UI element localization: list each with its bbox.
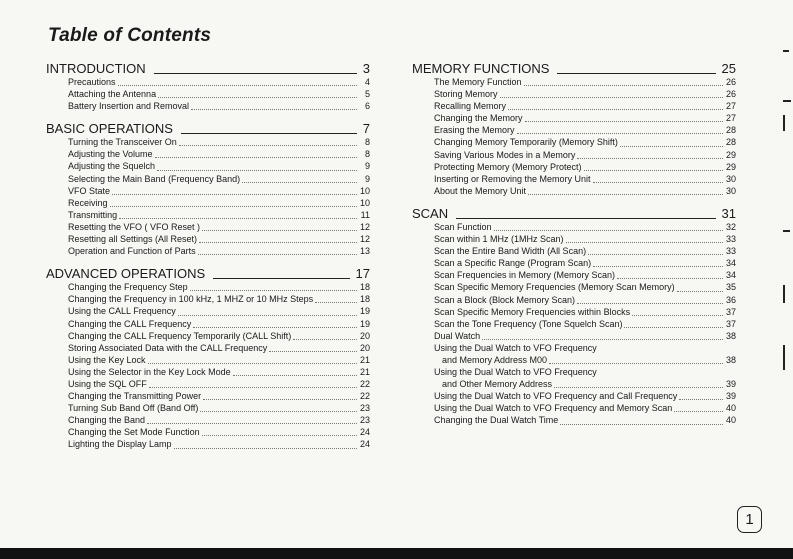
entry-title: Using the Selector in the Key Lock Mode [68,366,231,377]
dot-leader [242,181,357,183]
toc-entry [46,173,370,185]
dot-leader [118,84,357,86]
dot-leader [202,434,357,436]
entry-page-number: 9 [364,161,370,172]
entry-title: Dual Watch [434,330,481,341]
dot-leader [110,205,357,207]
section-title: ADVANCED OPERATIONS [46,266,206,282]
entry-title: Saving Various Modes in a Memory [434,149,576,160]
entry-title: Changing the Frequency Step [68,282,188,293]
toc-entry [412,378,736,390]
toc-entry [412,124,736,136]
toc-entry [412,257,736,269]
dot-leader [193,326,357,328]
toc-entry [412,318,736,330]
entry-page-number: 18 [359,294,370,305]
toc-entry [412,366,736,378]
dot-leader [500,96,723,98]
entry-page-number: 32 [725,221,736,232]
edge-mark [783,50,789,52]
dot-leader [119,217,357,219]
toc-section [412,203,736,427]
edge-mark [783,230,790,232]
entry-title: Scan Frequencies in Memory (Memory Scan) [434,270,616,281]
dot-leader [549,362,723,364]
toc-entry [412,390,736,402]
dot-leader [203,398,357,400]
toc-entry [46,100,370,112]
entry-page-number: 38 [725,330,736,341]
toc-entry [46,438,370,450]
toc-entry [46,197,370,209]
dot-leader [178,314,357,316]
section-title: SCAN [412,205,449,221]
toc-section [412,58,736,197]
toc-entry [412,402,736,414]
toc-entry [412,233,736,245]
section-page-number: 7 [362,121,370,137]
entry-page-number: 13 [359,246,370,257]
dot-leader [157,169,357,171]
entry-title: Protecting Memory (Memory Protect) [434,161,582,172]
dot-leader [112,193,357,195]
entry-title: Changing the Frequency in 100 kHz, 1 MHZ or 10 MHz Steps [68,294,314,305]
entry-title: Battery Insertion and Removal [68,101,190,112]
entry-title: Using the Dual Watch to VFO Frequency and Call Frequency [434,391,678,402]
dot-leader [149,386,357,388]
dot-leader [679,398,723,400]
section-rule [181,133,357,134]
toc-left-column [46,58,370,457]
dot-leader [528,193,723,195]
entry-title: Using the Dual Watch to VFO Frequency [434,367,597,378]
dot-leader [293,338,357,340]
entry-page-number: 12 [359,221,370,232]
dot-leader [191,108,357,110]
entry-page-number: 20 [359,342,370,353]
toc-entry [412,161,736,173]
page-number-badge [737,506,762,533]
toc-entry [46,281,370,293]
entry-title: Scan a Block (Block Memory Scan) [434,294,576,305]
entry-title: Changing the Memory [434,113,523,124]
toc-entry [412,294,736,306]
entry-page-number: 6 [364,101,370,112]
section-rule [557,73,715,74]
entry-page-number: 11 [360,209,370,220]
entry-page-number: 19 [359,306,370,317]
entry-page-number: 35 [725,282,736,293]
entry-title: Scan the Tone Frequency (Tone Squelch Scan) [434,318,623,329]
entry-page-number: 26 [725,89,736,100]
entry-page-number: 37 [725,318,736,329]
dot-leader [315,301,357,303]
entry-title: Precautions [68,77,116,87]
entry-page-number: 20 [359,330,370,341]
toc-entry [412,76,736,88]
dot-leader [620,145,723,147]
entry-title: Receiving [68,197,108,208]
entry-page-number: 27 [725,113,736,124]
entry-page-number: 22 [359,391,370,402]
toc-entry [46,414,370,426]
dot-leader [155,156,357,158]
dot-leader [158,96,357,98]
dot-leader [179,144,357,146]
entry-page-number: 24 [359,427,370,438]
dot-leader [588,253,723,255]
entry-page-number: 37 [725,306,736,317]
entry-title: Adjusting the Volume [68,149,153,160]
toc-entry [46,160,370,172]
entry-title: Storing Associated Data with the CALL Frequency [68,342,268,353]
section-page-number: 25 [721,61,736,76]
dot-leader [198,253,357,255]
entry-title: Transmitting [68,209,118,220]
toc-entry [412,112,736,124]
entry-title: Changing the Dual Watch Time [434,415,559,426]
entry-page-number: 38 [725,354,736,365]
toc-entry [412,330,736,342]
toc-entry [412,185,736,197]
toc-entry [412,136,736,148]
toc-entry [412,414,736,426]
edge-mark [783,345,785,370]
entry-title: Changing the CALL Frequency [68,318,192,329]
dot-leader [202,229,357,231]
entry-title: Changing the CALL Frequency Temporarily (CALL Shift) [68,330,292,341]
toc-entry [412,88,736,100]
dot-leader [560,423,723,425]
entry-page-number: 30 [725,185,736,196]
toc-entry [46,88,370,100]
entry-page-number: 18 [359,282,370,293]
toc-entry [412,149,736,161]
entry-page-number: 23 [359,415,370,426]
toc-entry [412,173,736,185]
entry-page-number: 34 [725,258,736,269]
entry-title: Resetting the VFO ( VFO Reset ) [68,221,201,232]
dot-leader [190,289,357,291]
entry-page-number: 29 [725,149,736,160]
entry-page-number: 19 [359,318,370,329]
section-page-number: 31 [721,205,736,221]
dot-leader [632,314,723,316]
section-title: BASIC OPERATIONS [46,121,173,137]
entry-title: Selecting the Main Band (Frequency Band) [68,173,241,184]
entry-page-number: 39 [725,379,736,390]
entry-title: Turning Sub Band Off (Band Off) [68,403,199,414]
toc-entry [46,318,370,330]
dot-leader [482,338,723,340]
toc-entry [412,342,736,354]
entry-page-number: 9 [364,173,370,184]
toc-right-column [412,58,736,433]
toc-entry [46,402,370,414]
entry-page-number: 21 [359,354,370,365]
entry-page-number: 30 [725,173,736,184]
toc-entry [412,354,736,366]
entry-title: Scan the Entire Band Width (All Scan) [434,246,587,257]
dot-leader [577,157,723,159]
section-heading [46,118,370,136]
entry-page-number: 34 [725,270,736,281]
entry-page-number: 10 [359,185,370,196]
entry-title: Storing Memory [434,89,498,100]
toc-entry [46,378,370,390]
entry-page-number: 24 [359,439,370,450]
dot-leader [577,302,723,304]
dot-leader [147,422,357,424]
toc-entry [46,233,370,245]
toc-entry [412,306,736,318]
toc-entry [46,342,370,354]
toc-entry [46,293,370,305]
toc-entry [46,354,370,366]
entry-title: Changing the Set Mode Function [68,427,200,438]
entry-page-number: 29 [725,161,736,172]
entry-title: Using the Dual Watch to VFO Frequency [434,342,597,353]
entry-page-number: 28 [725,137,736,148]
entry-page-number: 5 [364,89,370,100]
toc-entry [46,221,370,233]
toc-section [46,58,370,112]
dot-leader [593,181,723,183]
entry-page-number: 33 [725,234,736,245]
dot-leader [233,374,357,376]
entry-title: Attaching the Antenna [68,89,157,100]
entry-title: The Memory Function [434,77,522,87]
entry-page-number: 36 [725,294,736,305]
section-title: MEMORY FUNCTIONS [412,61,550,76]
entry-page-number: 39 [725,391,736,402]
entry-page-number: 22 [359,378,370,389]
section-rule [213,278,349,279]
section-page-number: 17 [355,266,370,282]
entry-title: Scan within 1 MHz (1MHz Scan) [434,234,564,245]
dot-leader [199,241,357,243]
dot-leader [617,277,723,279]
entry-title: Using the CALL Frequency [68,306,176,317]
dot-leader [174,447,357,449]
dot-leader [524,84,723,86]
toc-entry [46,209,370,221]
toc-entry [46,76,370,88]
edge-mark [783,115,785,131]
entry-title: Changing Memory Temporarily (Memory Shift) [434,137,618,148]
entry-title: Scan Specific Memory Frequencies (Memory Scan Memory) [434,282,675,293]
entry-title: Erasing the Memory [434,125,515,136]
dot-leader [584,169,723,171]
entry-page-number: 23 [359,403,370,414]
toc-entry [46,136,370,148]
entry-title: Scan Function [434,221,492,232]
toc-entry [412,269,736,281]
dot-leader [525,120,723,122]
entry-title: Using the Dual Watch to VFO Frequency and Memory Scan [434,403,673,414]
entry-title: Lighting the Display Lamp [68,439,172,450]
section-rule [456,218,715,219]
page-number: 1 [745,511,754,528]
section-heading [46,263,370,281]
dot-leader [200,410,357,412]
toc-section [46,263,370,450]
entry-title: Turning the Transceiver On [68,137,177,148]
entry-page-number: 8 [364,149,370,160]
section-heading [412,203,736,221]
section-title: INTRODUCTION [46,61,146,76]
toc-entry [46,390,370,402]
toc-entry [46,330,370,342]
entry-title: and Memory Address M00 [442,354,548,365]
toc-entry [46,245,370,257]
entry-title: Changing the Band [68,415,146,426]
entry-title: Inserting or Removing the Memory Unit [434,173,591,184]
entry-page-number: 33 [725,246,736,257]
dot-leader [508,108,723,110]
dot-leader [148,362,357,364]
section-rule [154,73,357,74]
scan-bottom-bar [0,548,793,559]
section-heading [412,58,736,76]
entry-page-number: 40 [725,403,736,414]
section-heading [46,58,370,76]
toc-entry [46,185,370,197]
dot-leader [593,265,723,267]
entry-title: Using the SQL OFF [68,378,147,389]
entry-page-number: 40 [725,415,736,426]
edge-mark [783,100,791,102]
dot-leader [677,290,723,292]
toc-entry [46,148,370,160]
entry-page-number: 4 [364,77,370,87]
dot-leader [517,132,723,134]
entry-title: About the Memory Unit [434,185,527,196]
entry-page-number: 26 [725,77,736,87]
toc-entry [412,245,736,257]
dot-leader [566,241,723,243]
toc-entry [46,366,370,378]
dot-leader [674,410,723,412]
entry-title: Scan Specific Memory Frequencies within Blocks [434,306,631,317]
toc-entry [46,426,370,438]
section-page-number: 3 [362,61,370,76]
toc-entry [412,100,736,112]
entry-page-number: 21 [359,366,370,377]
entry-page-number: 8 [364,137,370,148]
entry-title: Operation and Function of Parts [68,246,196,257]
toc-section [46,118,370,257]
toc-entry [412,221,736,233]
entry-title: Using the Key Lock [68,354,146,365]
edge-mark [783,285,785,303]
entry-page-number: 12 [359,234,370,245]
toc-entry [46,305,370,317]
entry-title: Resetting all Settings (All Reset) [68,234,198,245]
entry-title: and Other Memory Address [442,379,553,390]
toc-entry [412,281,736,293]
dot-leader [494,229,723,231]
dot-leader [554,386,723,388]
entry-title: Scan a Specific Range (Program Scan) [434,258,592,269]
dot-leader [269,350,357,352]
entry-title: Changing the Transmitting Power [68,391,202,402]
entry-page-number: 28 [725,125,736,136]
page-title: Table of Contents [48,25,212,46]
dot-leader [624,326,723,328]
entry-page-number: 27 [725,101,736,112]
entry-page-number: 10 [359,197,370,208]
entry-title: Recalling Memory [434,101,507,112]
entry-title: Adjusting the Squelch [68,161,156,172]
entry-title: VFO State [68,185,111,196]
